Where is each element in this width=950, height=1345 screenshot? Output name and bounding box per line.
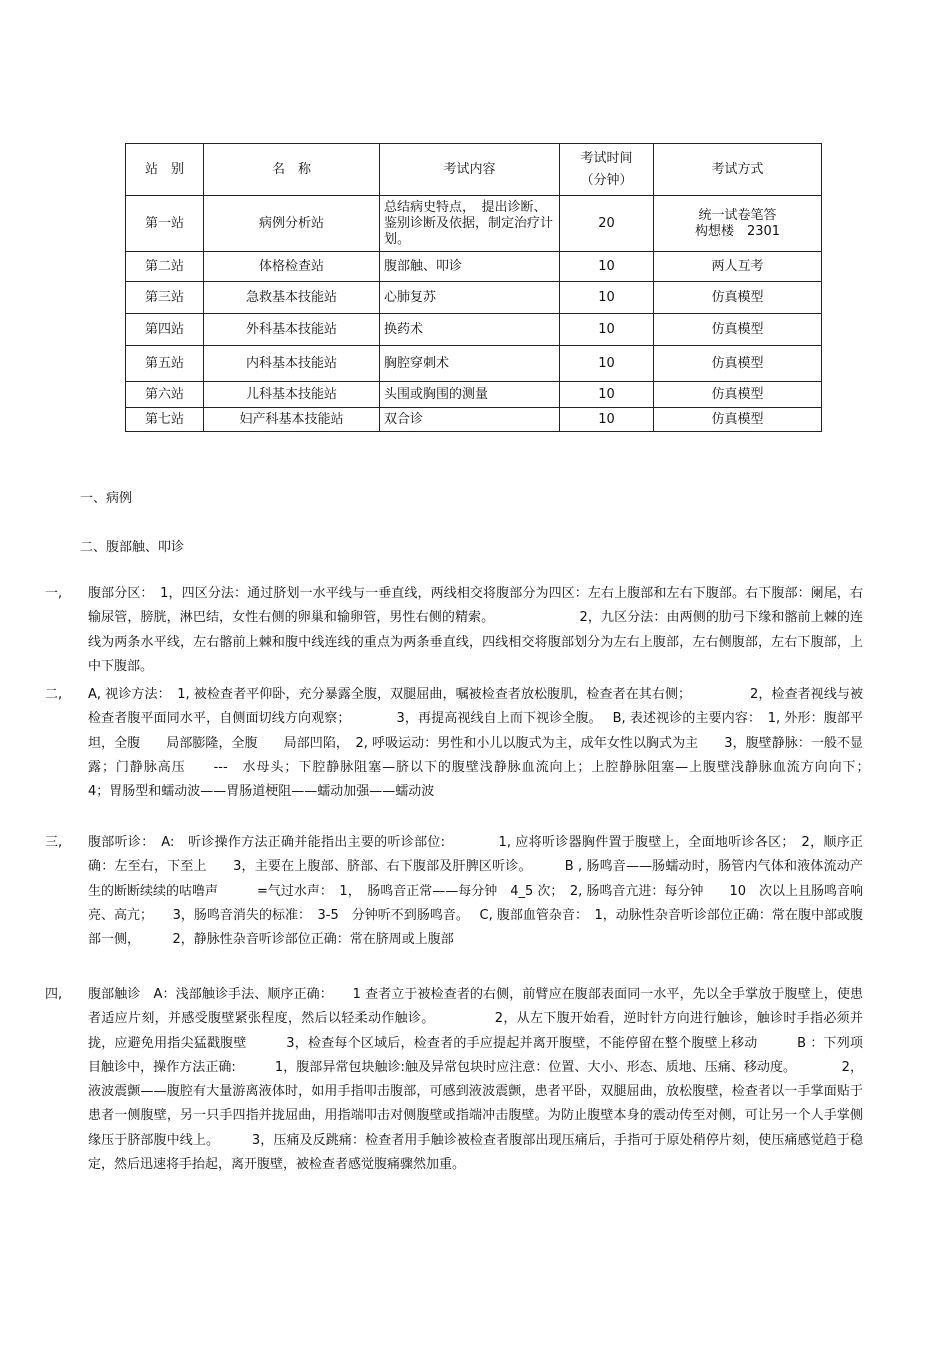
cell-station: 第一站 <box>126 196 204 252</box>
cell-name: 急救基本技能站 <box>204 282 380 314</box>
cell-content: 换药术 <box>380 314 560 346</box>
cell-time: 10 <box>560 346 654 382</box>
cell-content: 心肺复苏 <box>380 282 560 314</box>
section-heading-abdomen: 二、腹部触、叩诊 <box>80 540 185 555</box>
cell-method: 仿真模型 <box>654 382 822 408</box>
table-header-row <box>126 144 822 196</box>
paragraph-number: 二, <box>45 687 63 702</box>
header-name: 名 称 <box>204 144 380 196</box>
cell-name: 内科基本技能站 <box>204 346 380 382</box>
cell-content: 胸腔穿刺术 <box>380 346 560 382</box>
table-row <box>126 282 822 314</box>
cell-name: 妇产科基本技能站 <box>204 408 380 432</box>
paragraph-number: 三, <box>45 835 63 850</box>
table-row <box>126 408 822 432</box>
header-time <box>560 144 654 196</box>
paragraph-number: 四, <box>45 987 63 1002</box>
cell-station: 第四站 <box>126 314 204 346</box>
cell-content: 腹部触、叩诊 <box>380 252 560 282</box>
header-time-label: 考试时间 <box>580 150 633 166</box>
cell-method: 仿真模型 <box>654 346 822 382</box>
table-row <box>126 196 822 252</box>
cell-name: 病例分析站 <box>204 196 380 252</box>
cell-time: 20 <box>560 196 654 252</box>
paragraph-number: 一, <box>45 586 63 601</box>
cell-station: 第五站 <box>126 346 204 382</box>
paragraph-text: 腹部分区： 1，四区分法：通过脐划一水平线与一垂直线，两线相交将腹部分为四区：左右上腹部和左右下腹部。右下腹部：阑尾，右输尿管，膀胱，淋巴结，女性右侧的卵巢和输卵管，男性右侧的精索。 2，九区分法：由两侧的肋弓下缘和髂前上棘的连线为两条水平线，左右髂前上棘和腹中线连线的重点为两条垂直线，四线相交将腹部划分为左右上腹部，左右侧腹部，左右下腹部，上中下腹部。 <box>88 586 863 674</box>
cell-method-line1: 统一试卷笔答 <box>698 207 777 223</box>
cell-station: 第六站 <box>126 382 204 408</box>
cell-content: 头围或胸围的测量 <box>380 382 560 408</box>
cell-name: 外科基本技能站 <box>204 314 380 346</box>
cell-method: 仿真模型 <box>654 282 822 314</box>
cell-name: 儿科基本技能站 <box>204 382 380 408</box>
cell-station: 第二站 <box>126 252 204 282</box>
header-time-unit: （分钟） <box>580 172 633 188</box>
cell-name: 体格检查站 <box>204 252 380 282</box>
cell-time: 10 <box>560 408 654 432</box>
paragraph-text: 腹部听诊： A: 听诊操作方法正确并能指出主要的听诊部位: 1, 应将听诊器胸件置于腹壁上，全面地听诊各区； 2，顺序正确：左至右，下至上 3，主要在上腹部、脐部、右下腹部及肝脾区听诊。 B , 肠鸣音——肠蠕动时，肠管内气体和液体流动产生的断断续续的咕噜声 =气过水声： 1， 肠鸣音正常——每分钟 4_5 次； 2, 肠鸣音亢进：每分钟 10 次以上且肠鸣音响亮、高亢； 3，肠鸣音消失的标准： 3-5 分钟听不到肠鸣音。 C, 腹部血管杂音： 1，动脉性杂音听诊部位正确：常在腹中部或腹部一侧， 2，静脉性杂音听诊部位正确：常在脐周或上腹部 <box>88 835 863 948</box>
cell-time: 10 <box>560 314 654 346</box>
cell-method: 仿真模型 <box>654 408 822 432</box>
table-row <box>126 346 822 382</box>
header-method: 考试方式 <box>654 144 822 196</box>
cell-content: 总结病史特点， 提出诊断、鉴别诊断及依据，制定治疗计划。 <box>380 196 560 252</box>
cell-method: 两人互考 <box>654 252 822 282</box>
exam-station-table <box>125 143 822 432</box>
cell-method-line2: 构想楼 2301 <box>694 223 781 239</box>
cell-content: 双合诊 <box>380 408 560 432</box>
header-station: 站 别 <box>126 144 204 196</box>
table-row <box>126 252 822 282</box>
cell-time: 10 <box>560 282 654 314</box>
cell-station: 第七站 <box>126 408 204 432</box>
section-heading-case: 一、病例 <box>80 491 133 506</box>
table-row <box>126 382 822 408</box>
table-row <box>126 314 822 346</box>
cell-method <box>654 196 822 252</box>
header-content: 考试内容 <box>380 144 560 196</box>
cell-method: 仿真模型 <box>654 314 822 346</box>
paragraph-text: A, 视诊方法： 1, 被检查者平仰卧，充分暴露全腹，双腿屈曲，嘱被检查者放松腹肌，检查者在其右侧； 2，检查者视线与被检查者腹平面同水平，自侧面切线方向观察； 3，再提高视线自上而下视诊全腹。 B, 表述视诊的主要内容： 1, 外形：腹部平坦，全腹 局部膨隆，全腹 局部凹陷， 2, 呼吸运动：男性和小儿以腹式为主，成年女性以胸式为主 3，腹壁静脉：一般不显露；门静脉高压 --- 水母头；下腔静脉阻塞—脐以下的腹壁浅静脉血流向上；上腔静脉阻塞—上腹壁浅静脉血流方向向下； 4；胃肠型和蠕动波——胃肠道梗阻——蠕动加强——蠕动波 <box>88 687 929 800</box>
cell-station: 第三站 <box>126 282 204 314</box>
paragraph-text: 腹部触诊 A：浅部触诊手法、顺序正确： 1 查者立于被检查者的右侧，前臂应在腹部表面同一水平，先以全手掌放于腹壁上，使患者适应片刻，并感受腹壁紧张程度，然后以轻柔动作触诊。 2，从左下腹开始看，逆时针方向进行触诊，触诊时手指必须并拢，应避免用指尖猛戳腹壁 3，检查每个区域后，检查者的手应提起并离开腹壁，不能停留在整个腹壁上移动 B ：下列项目触诊中，操作方法正确: 1，腹部异常包块触诊:触及异常包块时应注意：位置、大小、形态、质地、压痛、移动度。 2，液波震颤——腹腔有大量游离液体时，如用手指叩击腹部，可感到液波震颤，患者平卧，双腿屈曲，放松腹壁，检查者以一手掌面贴于患者一侧腹壁，另一只手四指并拢屈曲，用指端叩击对侧腹壁或指端冲击腹壁。为防止腹壁本身的震动传至对侧，可让另一个人手掌侧缘压于脐部腹中线上。 3，压痛及反跳痛：检查者用手触诊被检查者腹部出现压痛后，手指可于原处稍停片刻，使压痛感觉趋于稳定，然后迅速将手抬起，离开腹壁，被检查者感觉腹痛骤然加重。 <box>88 987 863 1173</box>
cell-time: 10 <box>560 382 654 408</box>
cell-time: 10 <box>560 252 654 282</box>
